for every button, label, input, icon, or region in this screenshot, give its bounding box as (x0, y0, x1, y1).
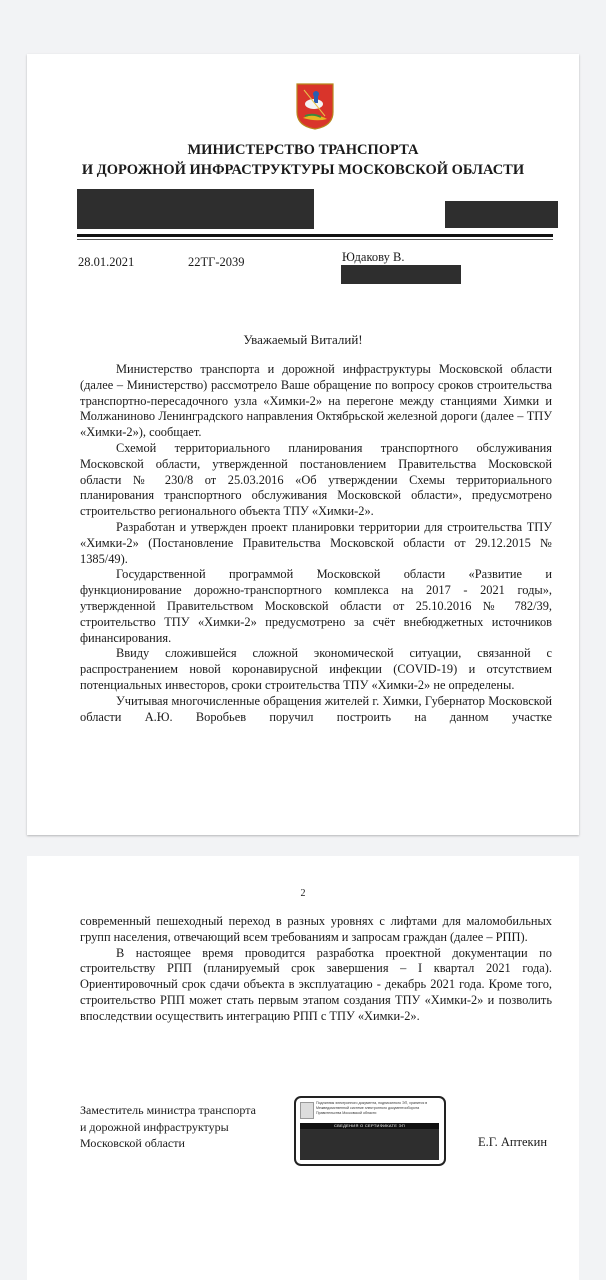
stamp-crest-icon (300, 1102, 314, 1119)
header-rule (77, 234, 553, 237)
letter-body-page-1 (80, 362, 552, 725)
page-number: 2 (300, 888, 306, 899)
paragraph: Разработан и утвержден проект планировки территории для строительства ТПУ «Химки-2» (Постановление Правительства Московской области от 29.12.2015 № 1385/49). (80, 519, 552, 566)
greeting: Уважаемый Виталий! (243, 332, 363, 347)
header-rule-thin (77, 239, 553, 240)
ministry-title-line-1: МИНИСТЕРСТВО ТРАНСПОРТА (187, 142, 419, 158)
signatory-title-line: Заместитель министра транспорта (80, 1103, 256, 1117)
document-date: 28.01.2021 (78, 255, 135, 269)
redaction-block (341, 265, 461, 284)
signatory-title (80, 1102, 256, 1152)
document-page-1 (27, 54, 579, 835)
signatory-title-line: и дорожной инфраструктуры (80, 1119, 229, 1134)
redaction-block (445, 201, 558, 228)
paragraph: Государственной программой Московской области «Развитие и функционирование дорожно-транспортного комплекса на 2017 - 2021 годы», утвержденной Правительством Московской области от 25.10.2016 № 782/39, строительство ТПУ «Химки-2» предусмотрено за счёт внебюджетных источников финансирования. (80, 567, 552, 645)
ministry-title-line-2: И ДОРОЖНОЙ ИНФРАСТРУКТУРЫ МОСКОВСКОЙ ОБЛАСТИ (81, 162, 525, 178)
letter-body-page-2 (80, 914, 552, 1025)
paragraph: Министерство транспорта и дорожной инфраструктуры Московской области (далее – Министерство) рассмотрело Ваше обращение по вопросу сроков строительства транспортно-пересадочного узла «Химки-2» на перегоне между станциями Химки и Молжаниново Ленинградского направления Октябрьской железной дороги (далее – ТПУ «Химки-2»), сообщает. (80, 362, 552, 440)
redaction-block (300, 1129, 439, 1160)
ministry-title (27, 140, 579, 180)
stamp-text: Подлинник электронного документа, подписанного ЭП, хранится в Межведомственной системе электронного документооборота Правительства Московской области (316, 1101, 428, 1115)
signatory-name: Е.Г. Аптекин (478, 1135, 548, 1149)
paragraph-continuation: современный пешеходный переход в разных уровнях с лифтами для маломобильных групп населения, отвечающий всем требованиям и запросам граждан (далее – РПП). (80, 914, 552, 944)
redaction-block (77, 189, 314, 229)
paragraph: Ввиду сложившейся сложной экономической ситуации, связанной с распространением новой коронавирусной инфекции (COVID-19) и отсутствием потенциальных инвесторов, сроки строительства ТПУ «Химки-2» не определены. (80, 646, 552, 692)
coat-of-arms-icon (295, 82, 335, 130)
signatory-title-line: Московской области (80, 1136, 185, 1150)
paragraph: Схемой территориального планирования транспортного обслуживания Московской области, утвержденной постановлением Правительства Московской области № 230/8 от 25.03.2016 «Об утверждении Схемы территориального планирования транспортного обслуживания Московской области», предусмотрено строительство регионального объекта ТПУ «Химки-2». (80, 440, 552, 519)
paragraph: В настоящее время проводится разработка проектной документации по строительству РПП (планируемый срок завершения – I квартал 2021 года). Ориентировочный срок сдачи объекта в эксплуатацию - декабрь 2021 года. Кроме того, строительство РПП может стать первым этапом создания ТПУ «Химки-2» и позволить впоследствии осуществить интеграцию РПП с ТПУ «Химки-2». (80, 945, 552, 1023)
document-page-2 (27, 856, 579, 1280)
stamp-header: СВЕДЕНИЯ О СЕРТИФИКАТЕ ЭП (300, 1123, 439, 1129)
addressee: Юдакову В. (342, 250, 405, 264)
registration-number: 22ТГ-2039 (188, 255, 245, 269)
paragraph: Учитывая многочисленные обращения жителей г. Химки, Губернатор Московской области А.Ю. Воробьев поручил построить на данном участке (80, 693, 552, 724)
electronic-signature-stamp (294, 1096, 446, 1166)
